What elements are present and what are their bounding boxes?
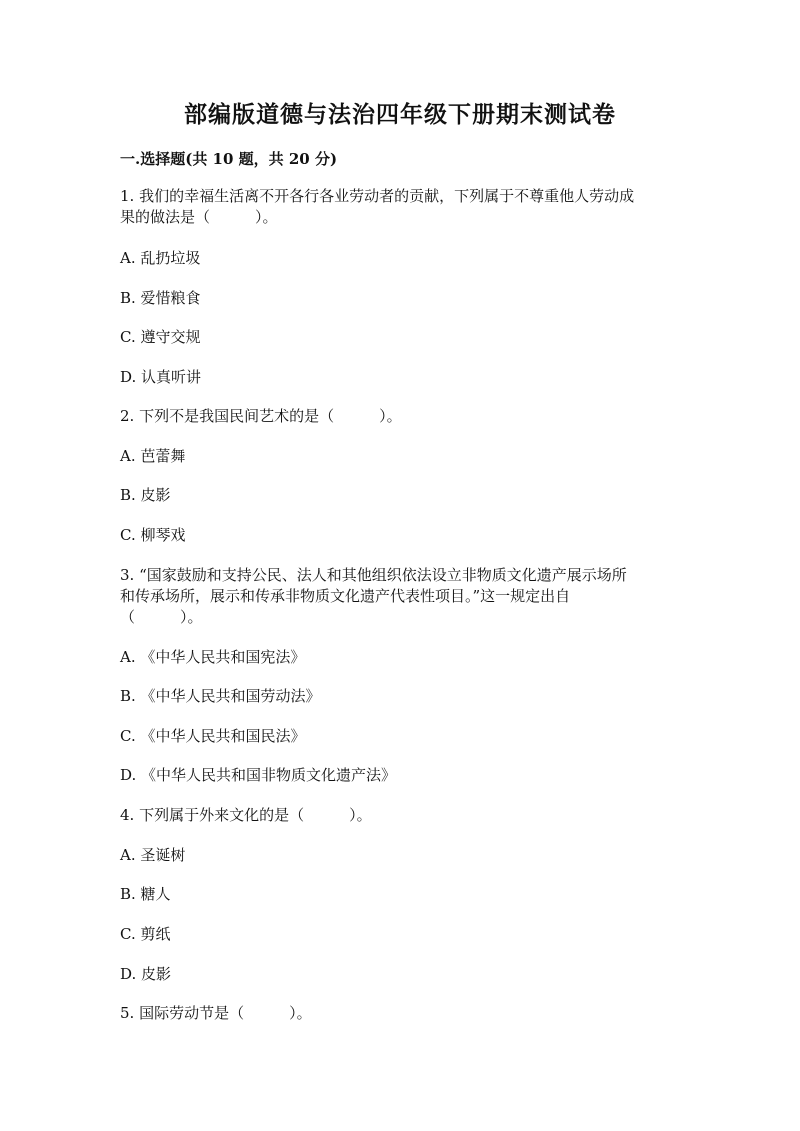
question-2-option-a: A. 芭蕾舞 bbox=[120, 447, 186, 465]
question-1-option-b: B. 爱惜粮食 bbox=[120, 289, 201, 307]
question-4-stem-line-1: 4. 下列属于外来文化的是（ ）。 bbox=[120, 806, 372, 824]
question-1-option-a: A. 乱扔垃圾 bbox=[120, 249, 201, 267]
section-heading: 一.选择题(共 10 题，共 20 分) bbox=[120, 150, 338, 168]
question-4-option-b: B. 糖人 bbox=[120, 885, 171, 903]
question-1-stem-line-2: 果的做法是（ ）。 bbox=[120, 208, 278, 226]
question-3-stem-line-2: 和传承场所，展示和传承非物质文化遗产代表性项目。”这一规定出自 bbox=[120, 587, 571, 605]
question-5-stem-line-1: 5. 国际劳动节是（ ）。 bbox=[120, 1004, 312, 1022]
question-1-option-c: C. 遵守交规 bbox=[120, 328, 201, 346]
question-1-option-d: D. 认真听讲 bbox=[120, 368, 202, 386]
question-3-option-b: B. 《中华人民共和国劳动法》 bbox=[120, 687, 321, 705]
question-2-option-c: C. 柳琴戏 bbox=[120, 526, 186, 544]
question-2-stem-line-1: 2. 下列不是我国民间艺术的是（ ）。 bbox=[120, 407, 402, 425]
question-3-stem-line-1: 3. “国家鼓励和支持公民、法人和其他组织依法设立非物质文化遗产展示场所 bbox=[120, 566, 627, 584]
question-3-stem-line-3: （ ）。 bbox=[120, 608, 203, 626]
question-4-option-d: D. 皮影 bbox=[120, 965, 172, 983]
question-4-option-c: C. 剪纸 bbox=[120, 925, 171, 943]
question-2-option-b: B. 皮影 bbox=[120, 486, 171, 504]
question-3-option-a: A. 《中华人民共和国宪法》 bbox=[120, 648, 306, 666]
question-1-stem-line-1: 1. 我们的幸福生活离不开各行各业劳动者的贡献，下列属于不尊重他人劳动成 bbox=[120, 187, 635, 205]
question-3-option-c: C. 《中华人民共和国民法》 bbox=[120, 727, 306, 745]
question-3-option-d: D. 《中华人民共和国非物质文化遗产法》 bbox=[120, 766, 397, 784]
page-title: 部编版道德与法治四年级下册期末测试卷 bbox=[184, 101, 616, 128]
question-4-option-a: A. 圣诞树 bbox=[120, 846, 186, 864]
